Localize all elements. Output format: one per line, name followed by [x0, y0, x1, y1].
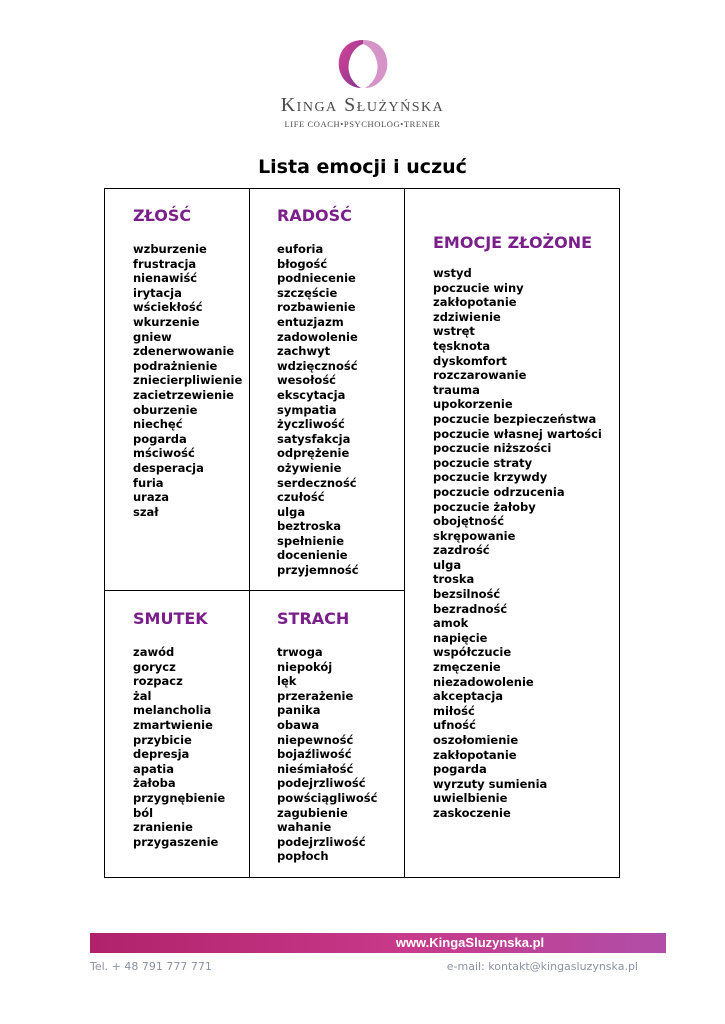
emotion-item: frustracja	[133, 256, 197, 271]
emotion-item: przerażenie	[277, 688, 354, 703]
emotion-item: poczucie krzywdy	[433, 470, 548, 485]
emotion-item: przyjemność	[277, 563, 359, 578]
emotion-item: podniecenie	[277, 271, 356, 286]
section-smutek	[133, 609, 225, 849]
emotion-item: żałoba	[133, 776, 176, 791]
emotion-item: oszołomienie	[433, 733, 519, 747]
emotion-item: furia	[133, 475, 164, 490]
emotion-item: zmartwienie	[133, 717, 213, 732]
emotion-item: pogarda	[133, 431, 187, 446]
emotion-item: gorycz	[133, 659, 176, 674]
column-divider	[404, 189, 405, 877]
emotion-item: wkurzenie	[133, 314, 200, 329]
emotion-item: obawa	[277, 717, 320, 732]
section-strach	[277, 609, 377, 864]
emotion-item: przygaszenie	[133, 834, 219, 849]
emotion-item: ekscytacja	[277, 387, 346, 402]
emotion-item: bezradność	[433, 601, 508, 616]
emotion-item: rozbawienie	[277, 300, 356, 315]
section-title: STRACH	[277, 609, 350, 628]
emotion-item: podejrzliwość	[277, 834, 366, 849]
emotion-item: oburzenie	[133, 402, 198, 417]
emotion-item: zaskoczenie	[433, 805, 511, 820]
emotion-item: zazdrość	[433, 543, 490, 558]
row-divider	[105, 590, 404, 591]
emotion-item: melancholia	[133, 703, 212, 718]
emotion-item: współczucie	[433, 645, 512, 660]
emotion-item: trwoga	[277, 645, 323, 659]
emotion-item: wściekłość	[133, 300, 203, 315]
emotion-item: serdeczność	[277, 475, 357, 490]
emotion-item: bezsilność	[433, 587, 501, 602]
emotion-item: poczucie winy	[433, 280, 524, 295]
emotion-item: przygnębienie	[133, 790, 226, 805]
footer-phone: Tel. + 48 791 777 771	[90, 960, 212, 973]
emotion-item: wesołość	[277, 373, 336, 388]
word-list	[277, 645, 377, 864]
emotion-item: obojętność	[433, 514, 505, 529]
emotion-item: zdziwienie	[433, 309, 501, 324]
emotion-item: poczucie własnej wartości	[433, 426, 602, 441]
emotion-item: ożywienie	[277, 460, 342, 475]
emotion-item: wdzięczność	[277, 358, 358, 373]
emotion-item: wstręt	[433, 324, 475, 339]
emotion-item: niepokój	[277, 659, 333, 674]
word-list	[433, 266, 602, 821]
footer-band	[90, 933, 666, 953]
emotion-item: poczucie straty	[433, 455, 533, 470]
section-title: EMOCJE ZŁOŻONE	[433, 233, 593, 252]
emotion-item: wstyd	[433, 266, 472, 280]
emotion-item: szał	[133, 504, 159, 519]
emotion-item: szczęście	[277, 285, 338, 300]
emotion-item: spełnienie	[277, 533, 345, 548]
emotion-item: ból	[133, 805, 154, 820]
emotion-item: uraza	[133, 490, 170, 505]
logo	[0, 38, 725, 129]
emotion-item: skrępowanie	[433, 528, 516, 543]
emotion-item: apatia	[133, 761, 174, 776]
emotion-item: zachwyt	[277, 344, 331, 359]
emotion-item: trauma	[433, 382, 480, 397]
emotion-item: bojaźliwość	[277, 747, 352, 762]
emotion-item: tęsknota	[433, 338, 491, 353]
word-list	[277, 242, 359, 578]
emotion-item: wzburzenie	[133, 242, 207, 256]
emotion-item: miłość	[433, 703, 475, 718]
footer-email[interactable]: e-mail: kontakt@kingasluzynska.pl	[446, 960, 638, 973]
emotion-item: upokorzenie	[433, 397, 513, 412]
emotion-item: wahanie	[277, 820, 332, 835]
emotion-item: akceptacja	[433, 689, 504, 704]
emotion-item: ulga	[433, 557, 462, 572]
emotion-item: dyskomfort	[433, 353, 507, 368]
word-list	[133, 242, 242, 519]
emotion-item: przybicie	[133, 732, 192, 747]
emotion-item: zagubienie	[277, 805, 348, 820]
emotion-item: panika	[277, 703, 321, 718]
emotion-item: podejrzliwość	[277, 776, 366, 791]
emotion-item: irytacja	[133, 285, 182, 300]
logo-emblem-icon	[335, 38, 391, 90]
emotion-item: zacietrzewienie	[133, 387, 234, 402]
emotion-item: żal	[133, 688, 152, 703]
emotion-item: rozpacz	[133, 674, 183, 689]
emotion-item: odprężenie	[277, 446, 350, 461]
section-emocje-zlozone	[433, 233, 602, 821]
emotion-item: czułość	[277, 490, 325, 505]
emotion-item: poczucie bezpieczeństwa	[433, 411, 597, 426]
emotion-item: docenienie	[277, 548, 348, 563]
section-title: ZŁOŚĆ	[133, 206, 192, 225]
emotion-item: sympatia	[277, 402, 337, 417]
section-zlosc	[133, 206, 242, 519]
emotion-item: beztroska	[277, 519, 342, 534]
website-link[interactable]: www.KingaSluzynska.pl	[395, 935, 545, 950]
emotion-item: powściągliwość	[277, 790, 378, 805]
emotion-item: zawód	[133, 645, 175, 659]
emotion-item: wyrzuty sumienia	[433, 776, 548, 791]
emotion-item: uwielbienie	[433, 791, 508, 806]
emotion-item: depresja	[133, 747, 190, 762]
emotion-item: zniecierpliwienie	[133, 373, 243, 388]
emotion-item: entuzjazm	[277, 314, 344, 329]
section-title: RADOŚĆ	[277, 206, 352, 225]
emotion-item: satysfakcja	[277, 431, 351, 446]
emotion-item: zmęczenie	[433, 660, 501, 675]
logo-name: Kinga Służyńska	[280, 94, 445, 116]
emotion-item: rozczarowanie	[433, 368, 527, 383]
emotion-item: ufność	[433, 718, 476, 733]
emotion-item: ulga	[277, 504, 306, 519]
emotion-item: zakłopotanie	[433, 295, 517, 310]
emotion-item: poczucie odrzucenia	[433, 484, 565, 499]
section-title: SMUTEK	[133, 609, 208, 628]
emotion-item: poczucie niższości	[433, 441, 552, 456]
emotion-item: amok	[433, 616, 469, 631]
emotion-item: lęk	[277, 674, 297, 689]
emotion-item: gniew	[133, 329, 172, 344]
emotion-item: popłoch	[277, 849, 329, 864]
emotion-item: podrażnienie	[133, 358, 218, 373]
emotion-item: zranienie	[133, 820, 193, 835]
emotion-item: poczucie żałoby	[433, 499, 536, 514]
page-title: Lista emocji i uczuć	[258, 156, 467, 178]
emotion-item: błogość	[277, 256, 328, 271]
logo-tagline: LIFE COACH•PSYCHOLOG•TRENER	[284, 119, 441, 129]
column-divider	[249, 189, 250, 877]
emotion-item: niezadowolenie	[433, 674, 534, 689]
emotion-item: niechęć	[133, 417, 183, 432]
emotion-item: mściwość	[133, 446, 195, 461]
section-radosc	[277, 206, 359, 578]
emotion-item: niepewność	[277, 732, 354, 747]
emotion-item: zakłopotanie	[433, 747, 517, 762]
emotions-table	[104, 188, 620, 878]
emotion-item: zadowolenie	[277, 329, 358, 344]
emotion-item: nienawiść	[133, 271, 198, 286]
emotion-item: euforia	[277, 242, 324, 256]
emotion-item: pogarda	[433, 762, 487, 777]
emotion-item: zdenerwowanie	[133, 344, 235, 359]
emotion-item: troska	[433, 572, 475, 587]
emotion-item: życzliwość	[277, 417, 345, 432]
emotion-item: napięcie	[433, 630, 488, 645]
word-list	[133, 645, 225, 849]
emotion-item: desperacja	[133, 460, 204, 475]
emotion-item: nieśmiałość	[277, 761, 354, 776]
